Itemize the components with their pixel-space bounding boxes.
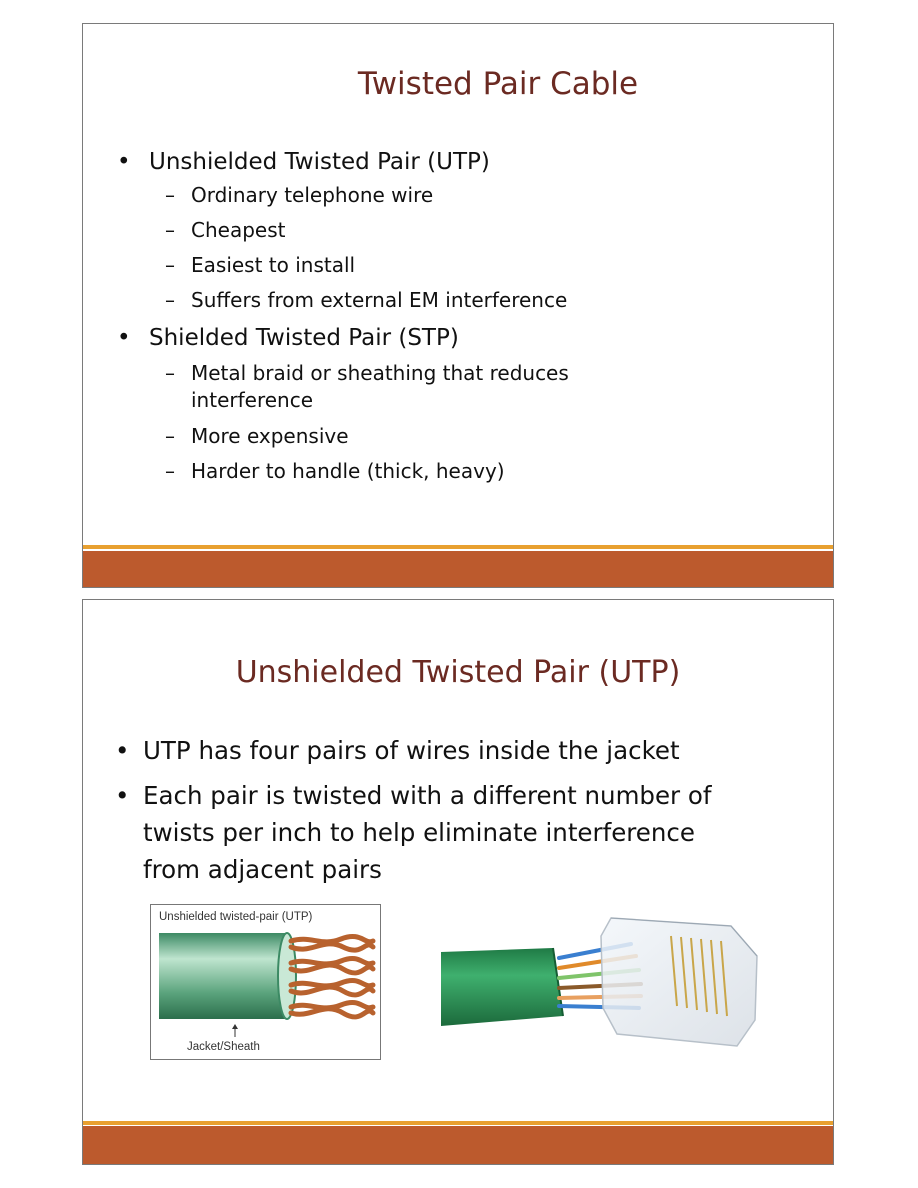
bullet-stp: • Shielded Twisted Pair (STP) <box>117 318 817 358</box>
rj45-connector-photo <box>441 896 759 1062</box>
bullet-item: • UTP has four pairs of wires inside the jacket <box>115 732 755 769</box>
accent-line <box>83 1121 833 1125</box>
footer-bar <box>83 551 833 588</box>
bullet-utp: • Unshielded Twisted Pair (UTP) <box>117 146 817 178</box>
sub-bullet: – Easiest to install <box>117 248 817 283</box>
jacket-label: Jacket/Sheath <box>187 1041 260 1053</box>
sub-bullet: – Cheapest <box>117 213 817 248</box>
bullet-item: • Each pair is twisted with a different number of twists per inch to help eliminate interference from adjacent pairs <box>115 777 755 888</box>
sub-bullet: – Metal braid or sheathing that reduces interference <box>117 358 631 419</box>
sub-bullet: – Ordinary telephone wire <box>117 178 817 213</box>
slide-utp <box>82 599 834 1165</box>
slide-title: Twisted Pair Cable <box>357 66 639 102</box>
bullet-list <box>117 146 817 489</box>
slide-twisted-pair-cable <box>82 23 834 588</box>
sub-bullet: – More expensive <box>117 419 817 454</box>
accent-line <box>83 545 833 549</box>
slide-title: Unshielded Twisted Pair (UTP) <box>235 655 681 690</box>
utp-diagram <box>150 904 381 1060</box>
footer-bar <box>83 1126 833 1165</box>
bullet-list <box>115 732 755 888</box>
sub-bullet: – Suffers from external EM interference <box>117 283 817 318</box>
cable-illustration <box>151 905 380 1059</box>
sub-bullet: – Harder to handle (thick, heavy) <box>117 454 817 489</box>
diagram-caption: Unshielded twisted-pair (UTP) <box>159 911 313 923</box>
